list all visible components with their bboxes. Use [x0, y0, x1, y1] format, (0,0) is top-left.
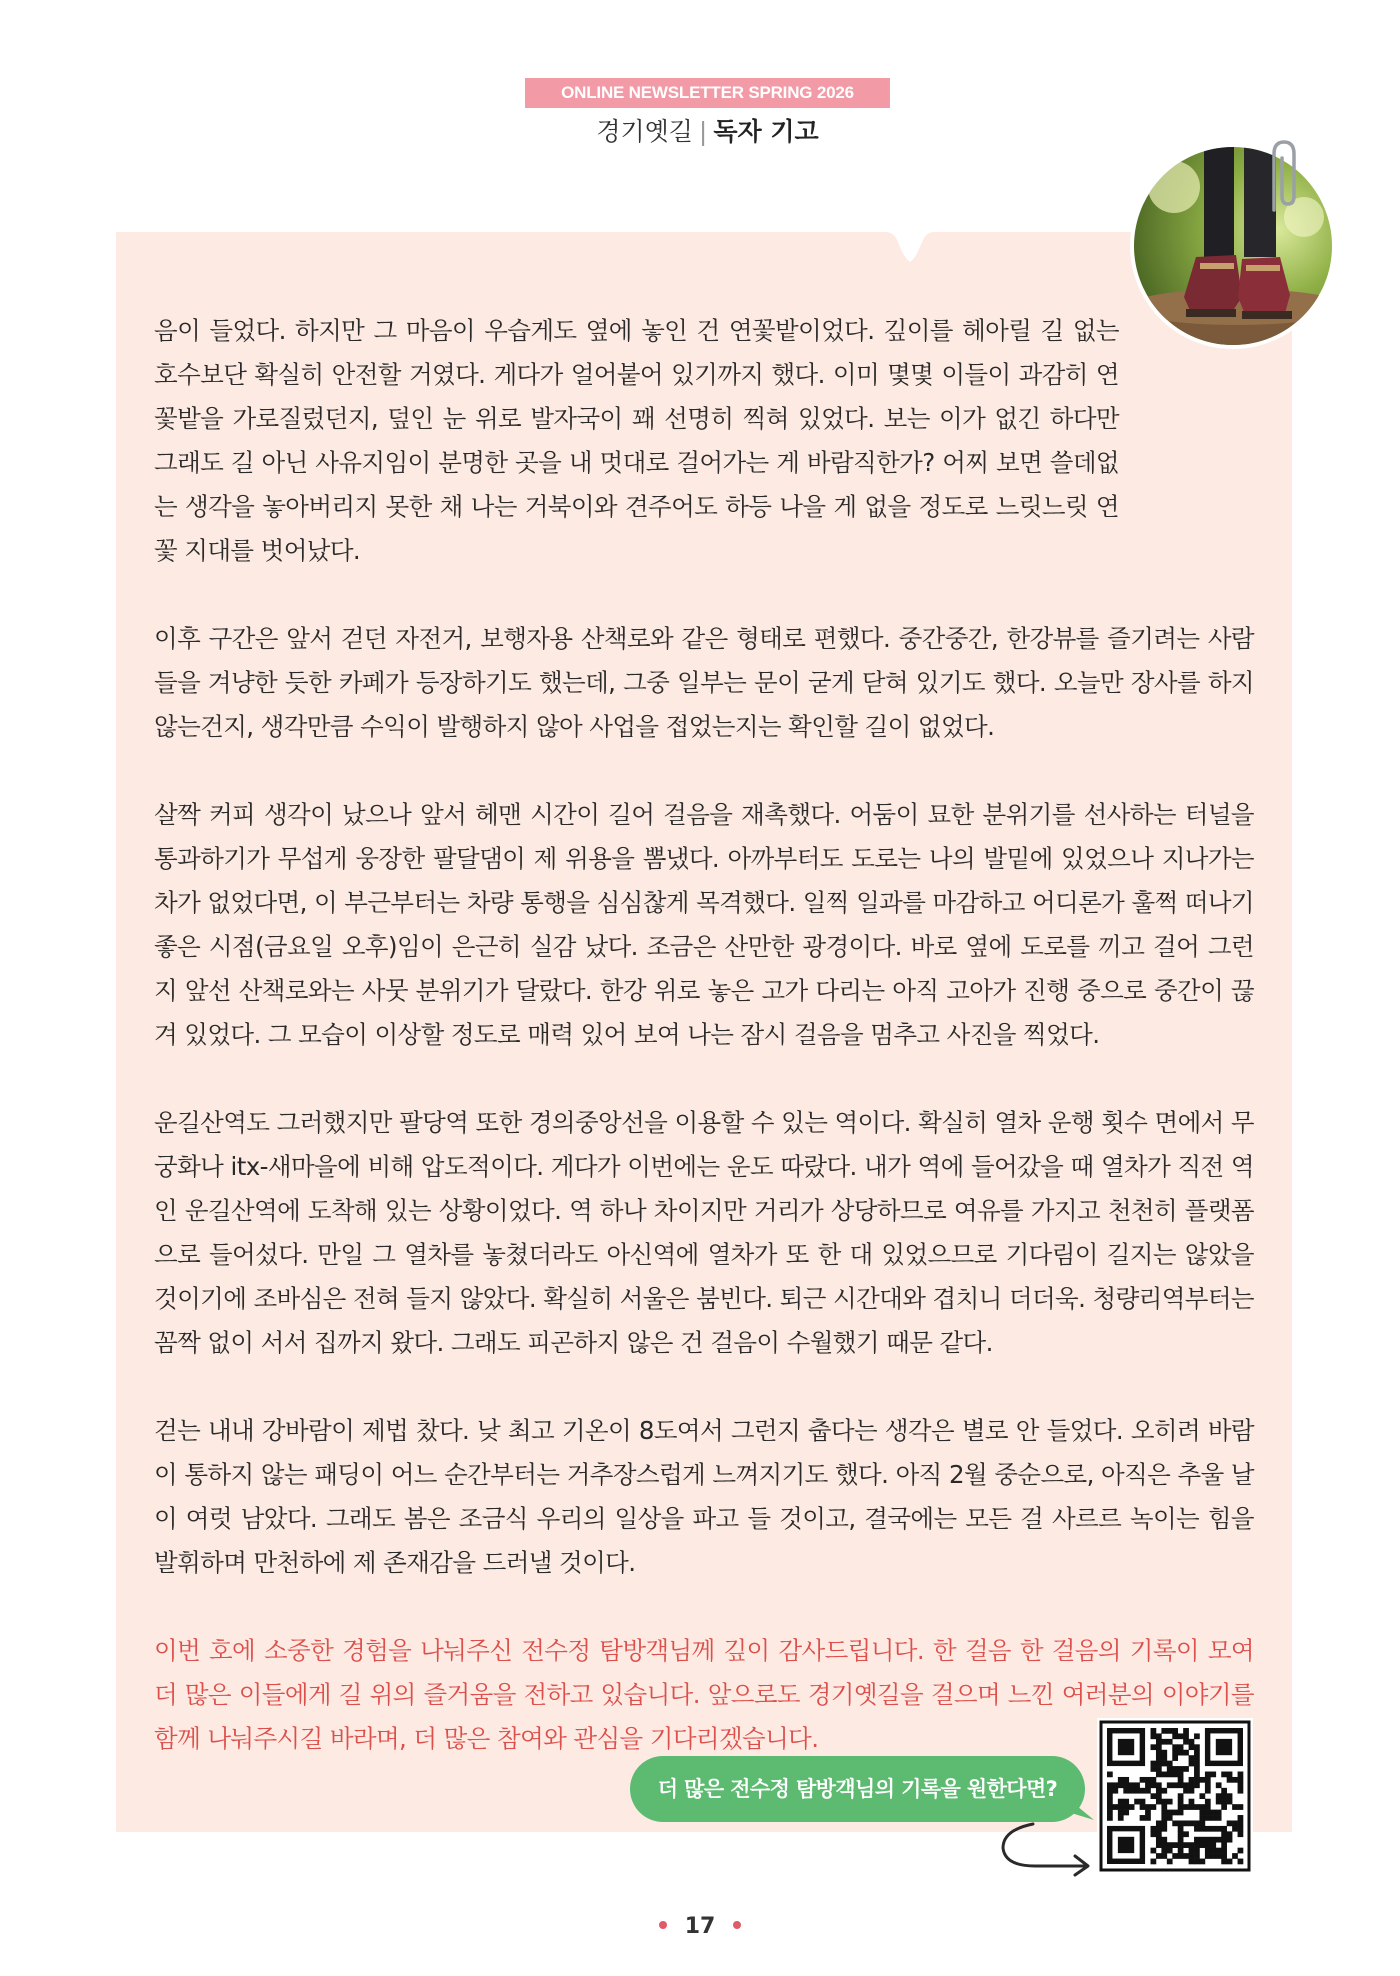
paperclip-icon [1262, 136, 1302, 216]
article-body [154, 309, 1254, 1761]
section-title-separator: | [698, 117, 708, 146]
page-number-text: 17 [684, 1914, 716, 1939]
curved-arrow-icon [995, 1808, 1095, 1878]
section-title-left: 경기옛길 [596, 117, 693, 146]
article-paragraph: 이후 구간은 앞서 걷던 자전거, 보행자용 산책로와 같은 형태로 편했다. 중간중간, 한강뷰를 즐기려는 사람들을 겨냥한 듯한 카페가 등장하기도 했는데, 그중 일부는 문이 굳게 닫혀 있기도 했다. 오늘만 장사를 하지 않는건지, 생각만큼 수익이 발행하지 않아 사업을 접었는지는 확인할 길이 없었다. [154, 624, 1254, 741]
more-records-bubble[interactable]: 더 많은 전수정 탐방객님의 기록을 원한다면? [630, 1756, 1085, 1822]
article-paragraph: 걷는 내내 강바람이 제법 찼다. 낮 최고 기온이 8도여서 그런지 춥다는 생각은 별로 안 들었다. 오히려 바람이 통하지 않는 패딩이 어느 순간부터는 거추장스럽게 느껴지기도 했다. 아직 2월 중순으로, 아직은 추울 날이 여럿 남았다. 그래도 봄은 조금식 우리의 일상을 파고 들 것이고, 결국에는 모든 걸 사르르 녹이는 힘을 발휘하며 만천하에 제 존재감을 드러낼 것이다. [154, 1416, 1254, 1577]
page-dot-right [733, 1921, 741, 1929]
newsletter-badge: ONLINE NEWSLETTER SPRING 2026 [525, 78, 890, 108]
section-title-right: 독자 기고 [713, 117, 819, 146]
thanks-message: 이번 호에 소중한 경험을 나눠주신 전수정 탐방객님께 깊이 감사드립니다. 한 걸음 한 걸음의 기록이 모여 더 많은 이들에게 길 위의 즐거움을 전하고 있습니다. 앞으로도 경기옛길을 걸으며 느낀 여러분의 이야기를 함께 나눠주시길 바라며, 더 많은 참여와 관심을 기다리겠습니다. [154, 1636, 1254, 1753]
article-paragraph: 살짝 커피 생각이 났으나 앞서 헤맨 시간이 길어 걸음을 재촉했다. 어둠이 묘한 분위기를 선사하는 터널을 통과하기가 무섭게 웅장한 팔달댐이 제 위용을 뽐냈다. 아까부터도 도로는 나의 발밑에 있었으나 지나가는 차가 없었다면, 이 부근부터는 차량 통행을 심심찮게 목격했다. 일찍 일과를 마감하고 어디론가 훌쩍 떠나기 좋은 시점(금요일 오후)임이 은근히 실감 났다. 조금은 산만한 광경이다. 바로 옆에 도로를 끼고 걸어 그런지 앞선 산책로와는 사뭇 분위기가 달랐다. 한강 위로 놓은 고가 다리는 아직 고아가 진행 중으로 중간이 끊겨 있었다. 그 모습이 이상할 정도로 매력 있어 보여 나는 잠시 걸음을 멈추고 사진을 찍었다. [154, 800, 1254, 1049]
article-paragraph: 음이 들었다. 하지만 그 마음이 우습게도 옆에 놓인 건 연꽃밭이었다. 깊이를 헤아릴 길 없는 호수보단 확실히 안전할 거였다. 게다가 얼어붙어 있기까지 했다. 이미 몇몇 이들이 과감히 연꽃밭을 가로질렀던지, 덮인 눈 위로 발자국이 꽤 선명히 찍혀 있었다. 보는 이가 없긴 하다만 그래도 길 아닌 사유지임이 분명한 곳을 내 멋대로 걸어가는 게 바람직한가? 어찌 보면 쓸데없는 생각을 놓아버리지 못한 채 나는 거북이와 견주어도 하등 나을 게 없을 정도로 느릿느릿 연꽃 지대를 벗어났다. [154, 316, 1119, 565]
article-paragraph: 운길산역도 그러했지만 팔당역 또한 경의중앙선을 이용할 수 있는 역이다. 확실히 열차 운행 횟수 면에서 무궁화나 itx-새마을에 비해 압도적이다. 게다가 이번에는 운도 따랐다. 내가 역에 들어갔을 때 열차가 직전 역인 운길산역에 도착해 있는 상황이었다. 역 하나 차이지만 거리가 상당하므로 여유를 가지고 천천히 플랫폼으로 들어섰다. 만일 그 열차를 놓쳤더라도 아신역에 열차가 또 한 대 있었으므로 기다림이 길지는 않았을 것이기에 조바심은 전혀 들지 않았다. 확실히 서울은 붐빈다. 퇴근 시간대와 겹치니 더더욱. 청량리역부터는 꼼짝 없이 서서 집까지 왔다. 그래도 피곤하지 않은 건 걸음이 수월했기 때문 같다. [154, 1108, 1254, 1357]
section-title [525, 112, 890, 148]
qr-code-icon[interactable] [1097, 1718, 1253, 1874]
page-number [640, 1914, 760, 1939]
page-dot-left [659, 1921, 667, 1929]
